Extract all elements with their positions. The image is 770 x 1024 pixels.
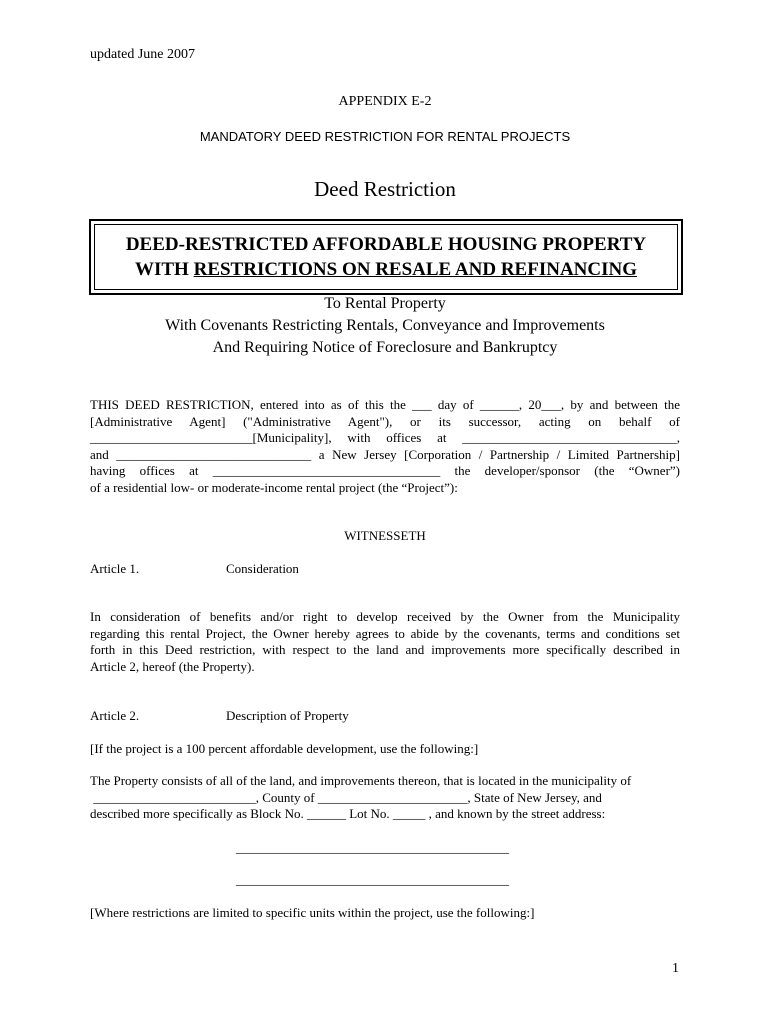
property-line: described more specifically as Block No. ______ Lot No. _____ , and known by the street address: [90, 806, 606, 821]
subtitle-line-3: And Requiring Notice of Foreclosure and Bankruptcy [212, 339, 558, 356]
title-box-inner [94, 224, 678, 290]
street-address-blank-2: __________________________________________ [236, 872, 509, 887]
intro-line: having offices at ___________________________________ the developer/sponsor (the “Owner”) [90, 463, 680, 478]
article-2-number: Article 2. [90, 708, 140, 723]
article-1-line: Article 2, hereof (the Property). [90, 658, 255, 674]
street-address-blank-1: __________________________________________ [236, 840, 509, 855]
subtitle [0, 293, 770, 359]
document-heading: MANDATORY DEED RESTRICTION FOR RENTAL PROJECTS [199, 129, 571, 144]
subtitle-line-2: With Covenants Restricting Rentals, Conveyance and Improvements [165, 317, 605, 334]
article-1-line: forth in this Deed restriction, with respect to the land and improvements more specifically described in [90, 642, 680, 657]
subtitle-line-1: To Rental Property [324, 295, 446, 312]
article-2-title: Description of Property [226, 708, 349, 723]
article-1-line: regarding this rental Project, the Owner hereby agrees to abide by the covenants, terms and conditions set [90, 625, 680, 641]
property-line: The Property consists of all of the land, and improvements thereon, that is located in the municipality of [90, 773, 632, 788]
witnesseth-heading: WITNESSETH [344, 528, 426, 543]
box-line-2-prefix: WITH [134, 259, 194, 280]
intro-paragraph [90, 397, 680, 496]
instruction-100-percent: [If the project is a 100 percent affordable development, use the following:] [90, 741, 479, 756]
article-1-line: In consideration of benefits and/or right to develop received by the Owner from the Municipality [90, 609, 680, 624]
page-title: Deed Restriction [314, 177, 456, 201]
property-line: _________________________, County of _______________________, State of New Jersey, and [90, 789, 602, 805]
article-1-paragraph [90, 609, 680, 675]
article-1-number: Article 1. [90, 561, 140, 576]
appendix-label: APPENDIX E-2 [338, 94, 432, 109]
intro-line: _________________________[Municipality], with offices at _________________________________, [90, 430, 680, 445]
box-line-2-underlined: RESTRICTIONS ON RESALE AND REFINANCING [193, 259, 638, 280]
property-paragraph [90, 773, 680, 823]
updated-date: updated June 2007 [90, 47, 195, 62]
box-line-2 [135, 257, 637, 282]
title-box [89, 219, 683, 295]
article-1-title: Consideration [226, 561, 299, 576]
intro-line: of a residential low- or moderate-income rental project (the “Project”): [90, 479, 458, 495]
intro-line: and ______________________________ a New Jersey [Corporation / Partnership / Limited Partnership] [90, 446, 680, 462]
intro-line: THIS DEED RESTRICTION, entered into as of this the ___ day of ______, 20___, by and between the [90, 397, 680, 412]
instruction-specific-units: [Where restrictions are limited to specific units within the project, use the following:] [90, 905, 535, 920]
intro-line: [Administrative Agent] ("Administrative Agent"), or its successor, acting on behalf of [90, 413, 680, 429]
page-number: 1 [672, 961, 679, 976]
box-line-1: DEED-RESTRICTED AFFORDABLE HOUSING PROPERTY [125, 234, 647, 255]
